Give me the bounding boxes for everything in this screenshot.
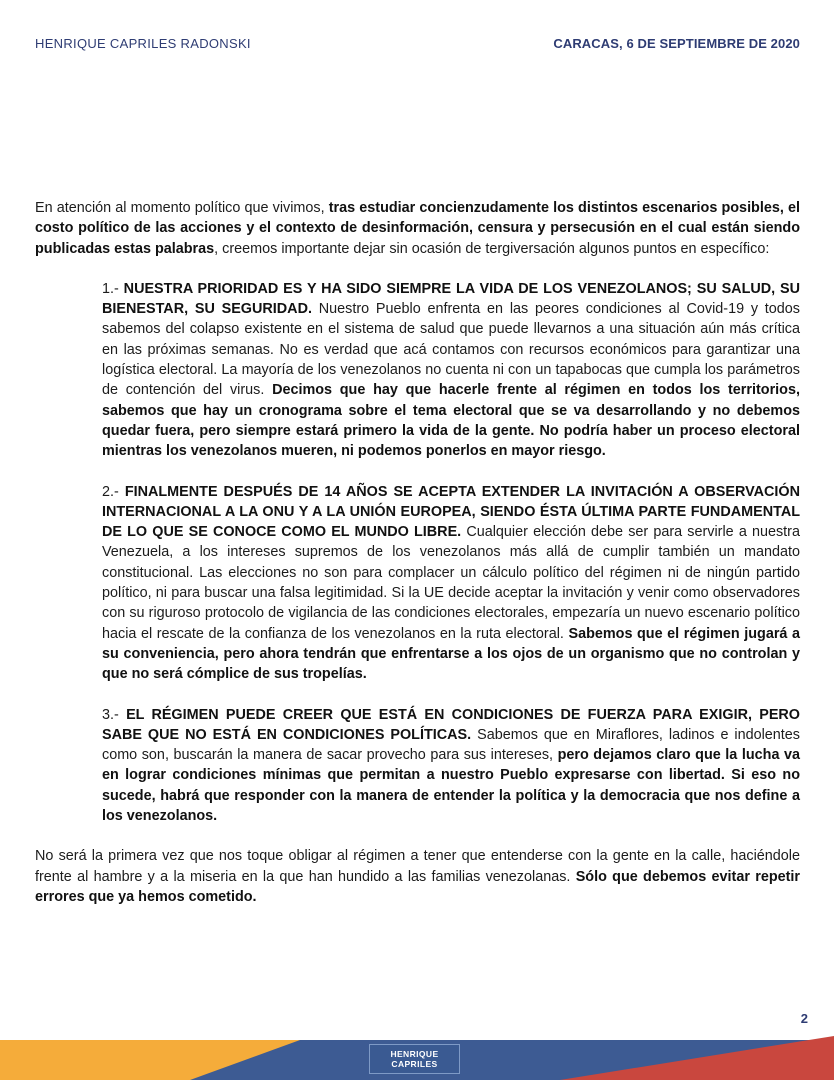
closing-bold: Sólo que debemos evitar repetir errores que ya hemos cometido. <box>35 868 801 905</box>
point-2-text: Cualquier elección debe ser para servirle a nuestra Venezuela, a los intereses supremos de los venezolanos más allá de cumplir también un mandato constitucional. Las elecciones no son para complacer un cálculo político del régimen ni de ningún partido político, ni para buscar una falsa legitimidad. Si la UE decide aceptar la invitación y venir como observadores con su riguroso protocolo de vigilancia de las condiciones electorales, empezaría un nuevo escenario político hacia el rescate de la confianza de los venezolanos en la ruta electoral. <box>102 524 800 642</box>
intro-paragraph <box>35 198 800 259</box>
closing-paragraph <box>35 846 800 907</box>
document-body <box>35 198 800 927</box>
point-3-bold: pero dejamos claro que la lucha va en lograr condiciones mínimas que permitan a nuestro Pueblo expresarse con libertad. Si eso no sucede, habrá que responder con la manera de entender la política y la democracia que nos define a los venezolanos. <box>102 747 800 825</box>
intro-text: En atención al momento político que vivimos, <box>35 200 329 216</box>
page-header <box>35 36 800 56</box>
point-3-heading: EL RÉGIMEN PUEDE CREER QUE ESTÁ EN CONDICIONES DE FUERZA PARA EXIGIR, PERO SABE QUE NO ESTÁ EN CONDICIONES POLÍTICAS. <box>102 706 801 743</box>
document-date: CARACAS, 6 DE SEPTIEMBRE DE 2020 <box>553 36 800 51</box>
point-1 <box>102 279 800 462</box>
point-2-heading: FINALMENTE DESPUÉS DE 14 AÑOS SE ACEPTA EXTENDER LA INVITACIÓN A OBSERVACIÓN INTERNACIONAL A LA ONU Y A LA UNIÓN EUROPEA, SIENDO ÉSTA ÚLTIMA PARTE FUNDAMENTAL DE LO QUE SE CONOCE COMO EL MUNDO LIBRE. <box>102 483 800 541</box>
closing-text: No será la primera vez que nos toque obligar al régimen a tener que entenderse con la gente en la calle, haciéndole frente al hambre y a la miseria en la que han hundido a las familias venezolanas. <box>35 848 800 885</box>
point-2-number: 2.- <box>102 483 125 500</box>
point-3 <box>102 705 800 827</box>
point-1-number: 1.- <box>102 280 124 297</box>
point-1-bold: Decimos que hay que hacerle frente al régimen en todos los territorios, sabemos que hay un cronograma sobre el tema electoral que se va desarrollando y no debemos quedar fuera, pero siempre estará primero la vida de la gente. No podría haber un proceso electoral mientras los venezolanos mueren, ni podemos ponerlos en mayor riesgo. <box>102 382 800 460</box>
logo-line-2: CAPRILES <box>391 1059 438 1069</box>
point-3-number: 3.- <box>102 706 127 723</box>
point-2-bold: Sabemos que el régimen jugará a su conveniencia, pero ahora tendrán que enfrentarse a los ojos de un organismo que no controlan y que no será cómplice de sus tropelías. <box>102 625 801 683</box>
point-3-text: Sabemos que en Miraflores, ladinos e indolentes como son, buscarán la manera de sacar provecho para sus intereses, <box>102 726 801 764</box>
point-1-heading: NUESTRA PRIORIDAD ES Y HA SIDO SIEMPRE LA VIDA DE LOS VENEZOLANOS; SU SALUD, SU BIENESTAR, SU SEGURIDAD. <box>102 280 800 318</box>
logo-line-1: HENRIQUE <box>390 1049 439 1059</box>
point-2 <box>102 482 800 685</box>
author-name: HENRIQUE CAPRILES RADONSKI <box>35 36 251 51</box>
point-1-text: Nuestro Pueblo enfrenta en las peores condiciones al Covid-19 y todos sabemos del colapso existente en el sistema de salud que puede llevarnos a una situación aún más crítica en las próximas semanas. No es verdad que acá contamos con recursos económicos para garantizar una logística electoral. La mayoría de los venezolanos no cuenta ni con un tapabocas que cumpla los parámetros de contención del virus. <box>102 301 801 399</box>
page-number: 2 <box>800 1011 808 1026</box>
intro-text-end: , creemos importante dejar sin ocasión de tergiversación algunos puntos en específico: <box>214 240 770 257</box>
footer-logo <box>369 1044 460 1074</box>
intro-bold: tras estudiar concienzudamente los distintos escenarios posibles, el costo político de las acciones y el contexto de desinformación, censura y persecusión en el cual están siendo publicadas estas palabras <box>35 200 800 257</box>
